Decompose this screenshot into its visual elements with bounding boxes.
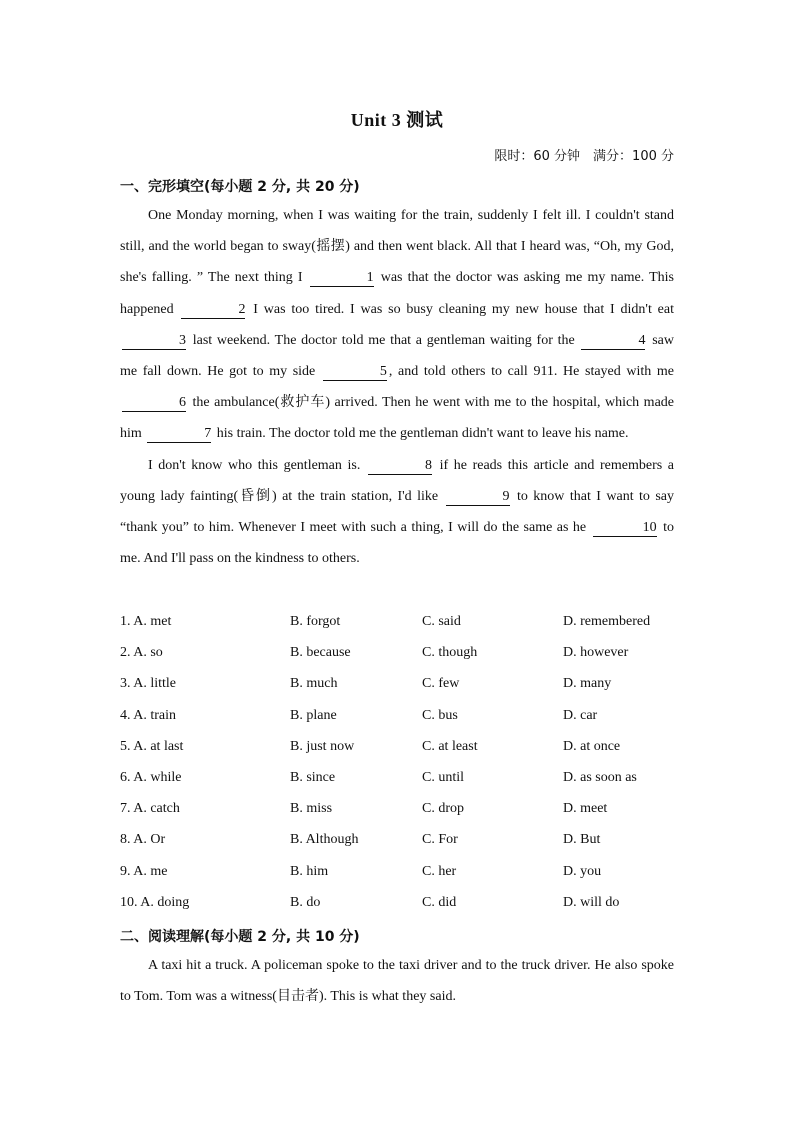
option-d: D. car (563, 707, 598, 723)
option-b: B. just now (290, 738, 355, 754)
cloze-paragraph-1 (120, 200, 674, 450)
blank-4: 4 (581, 333, 645, 350)
option-c: C. her (422, 863, 457, 879)
option-a: 7. A. catch (120, 801, 180, 817)
option-row-5 (120, 731, 680, 762)
option-d: D. you (563, 863, 602, 879)
option-c: C. did (422, 894, 457, 910)
option-c: C. drop (422, 801, 464, 817)
option-b: B. forgot (290, 614, 341, 629)
option-a: 8. A. Or (120, 832, 166, 848)
blank-10: 10 (593, 520, 657, 537)
option-a: 2. A. so (120, 645, 163, 661)
option-a: 5. A. at last (120, 738, 184, 754)
option-b: B. him (290, 863, 329, 879)
blank-2: 2 (181, 302, 245, 319)
option-b: B. because (290, 645, 351, 661)
option-c: C. For (422, 832, 458, 848)
option-row-4 (120, 700, 680, 731)
passage-text: One Monday morning, when I was waiting for the train, suddenly I felt ill. I couldn't stand still, and the world began to sway(摇摆) and then went black. All that I heard was, “Oh, my God, she's falling. ” The next thing I (120, 208, 674, 286)
blank-5: 5 (323, 364, 387, 381)
option-c: C. until (422, 769, 465, 785)
option-b: B. plane (290, 707, 337, 723)
blank-1: 1 (310, 270, 374, 287)
passage-text: to know that I want to say “thank you” to him. Whenever I meet with such a thing, I will do the same as he (120, 488, 675, 536)
passage-text: , and told others to call 911. He stayed with me (388, 364, 674, 380)
passage-text: to me. And I'll pass on the kindness to others. (120, 520, 674, 567)
cloze-paragraph-2 (120, 450, 674, 575)
blank-9: 9 (446, 489, 510, 506)
option-row-10 (120, 887, 680, 918)
page-title: Unit 3 测试 (350, 110, 444, 130)
option-b: B. miss (290, 801, 333, 817)
option-c: C. few (422, 676, 460, 692)
options-table (120, 606, 680, 918)
option-row-1 (120, 606, 680, 637)
passage-text: I was too tired. I was so busy cleaning my new house that I didn't eat (247, 301, 674, 317)
blank-3: 3 (122, 333, 186, 350)
reading-paragraph-1: A taxi hit a truck. A policeman spoke to the taxi driver and to the truck driver. He also spoke to Tom. Tom was a witness(目击者). This is what they said. (120, 958, 674, 1005)
blank-7: 7 (147, 426, 211, 443)
blank-6: 6 (122, 395, 186, 412)
passage-text: his train. The doctor told me the gentleman didn't want to leave his name. (213, 426, 629, 442)
option-row-6 (120, 762, 680, 793)
option-row-9 (120, 856, 680, 887)
option-d: D. remembered (563, 614, 651, 629)
option-a: 9. A. me (120, 863, 168, 879)
option-c: C. said (422, 614, 461, 629)
option-d: D. But (563, 832, 601, 848)
option-b: B. since (290, 769, 336, 785)
blank-8: 8 (368, 458, 432, 475)
section-heading-cloze: 一、完形填空(每小题 2 分, 共 20 分) (120, 179, 360, 195)
option-a: 10. A. doing (120, 894, 190, 910)
time-limit: 限时：60 分钟 满分：100 分 (494, 149, 674, 164)
reading-passage (120, 950, 674, 1012)
option-d: D. will do (563, 894, 620, 910)
passage-text: was that the doctor was asking me my name. This happened (120, 270, 674, 317)
option-d: D. at once (563, 738, 621, 754)
option-b: B. much (290, 676, 338, 692)
cloze-passage (120, 200, 674, 574)
option-a: 6. A. while (120, 769, 182, 785)
option-a: 1. A. met (120, 614, 172, 629)
option-b: B. do (290, 894, 321, 910)
passage-text: the ambulance(救护车) arrived. Then he went with me to the hospital, which made him (120, 395, 674, 442)
option-row-2 (120, 637, 680, 668)
section-heading-reading: 二、阅读理解(每小题 2 分, 共 10 分) (120, 929, 360, 945)
option-d: D. as soon as (563, 769, 637, 785)
passage-text: last weekend. The doctor told me that a gentleman waiting for the (188, 332, 580, 348)
option-a: 3. A. little (120, 676, 176, 692)
option-b: B. Although (290, 832, 359, 848)
passage-text: I don't know who this gentleman is. (148, 457, 366, 473)
option-a: 4. A. train (120, 707, 176, 723)
option-d: D. meet (563, 801, 608, 817)
option-c: C. bus (422, 707, 458, 723)
option-row-7 (120, 793, 680, 824)
passage-text: saw me fall down. He got to my side (120, 332, 675, 380)
option-c: C. at least (422, 738, 478, 754)
option-d: D. many (563, 676, 612, 692)
option-row-8 (120, 824, 680, 855)
option-c: C. though (422, 645, 478, 661)
passage-text: if he reads this article and remembers a young lady fainting(昏倒) at the train station, I'd like (120, 457, 675, 504)
option-row-3 (120, 668, 680, 699)
option-d: D. however (563, 645, 629, 661)
